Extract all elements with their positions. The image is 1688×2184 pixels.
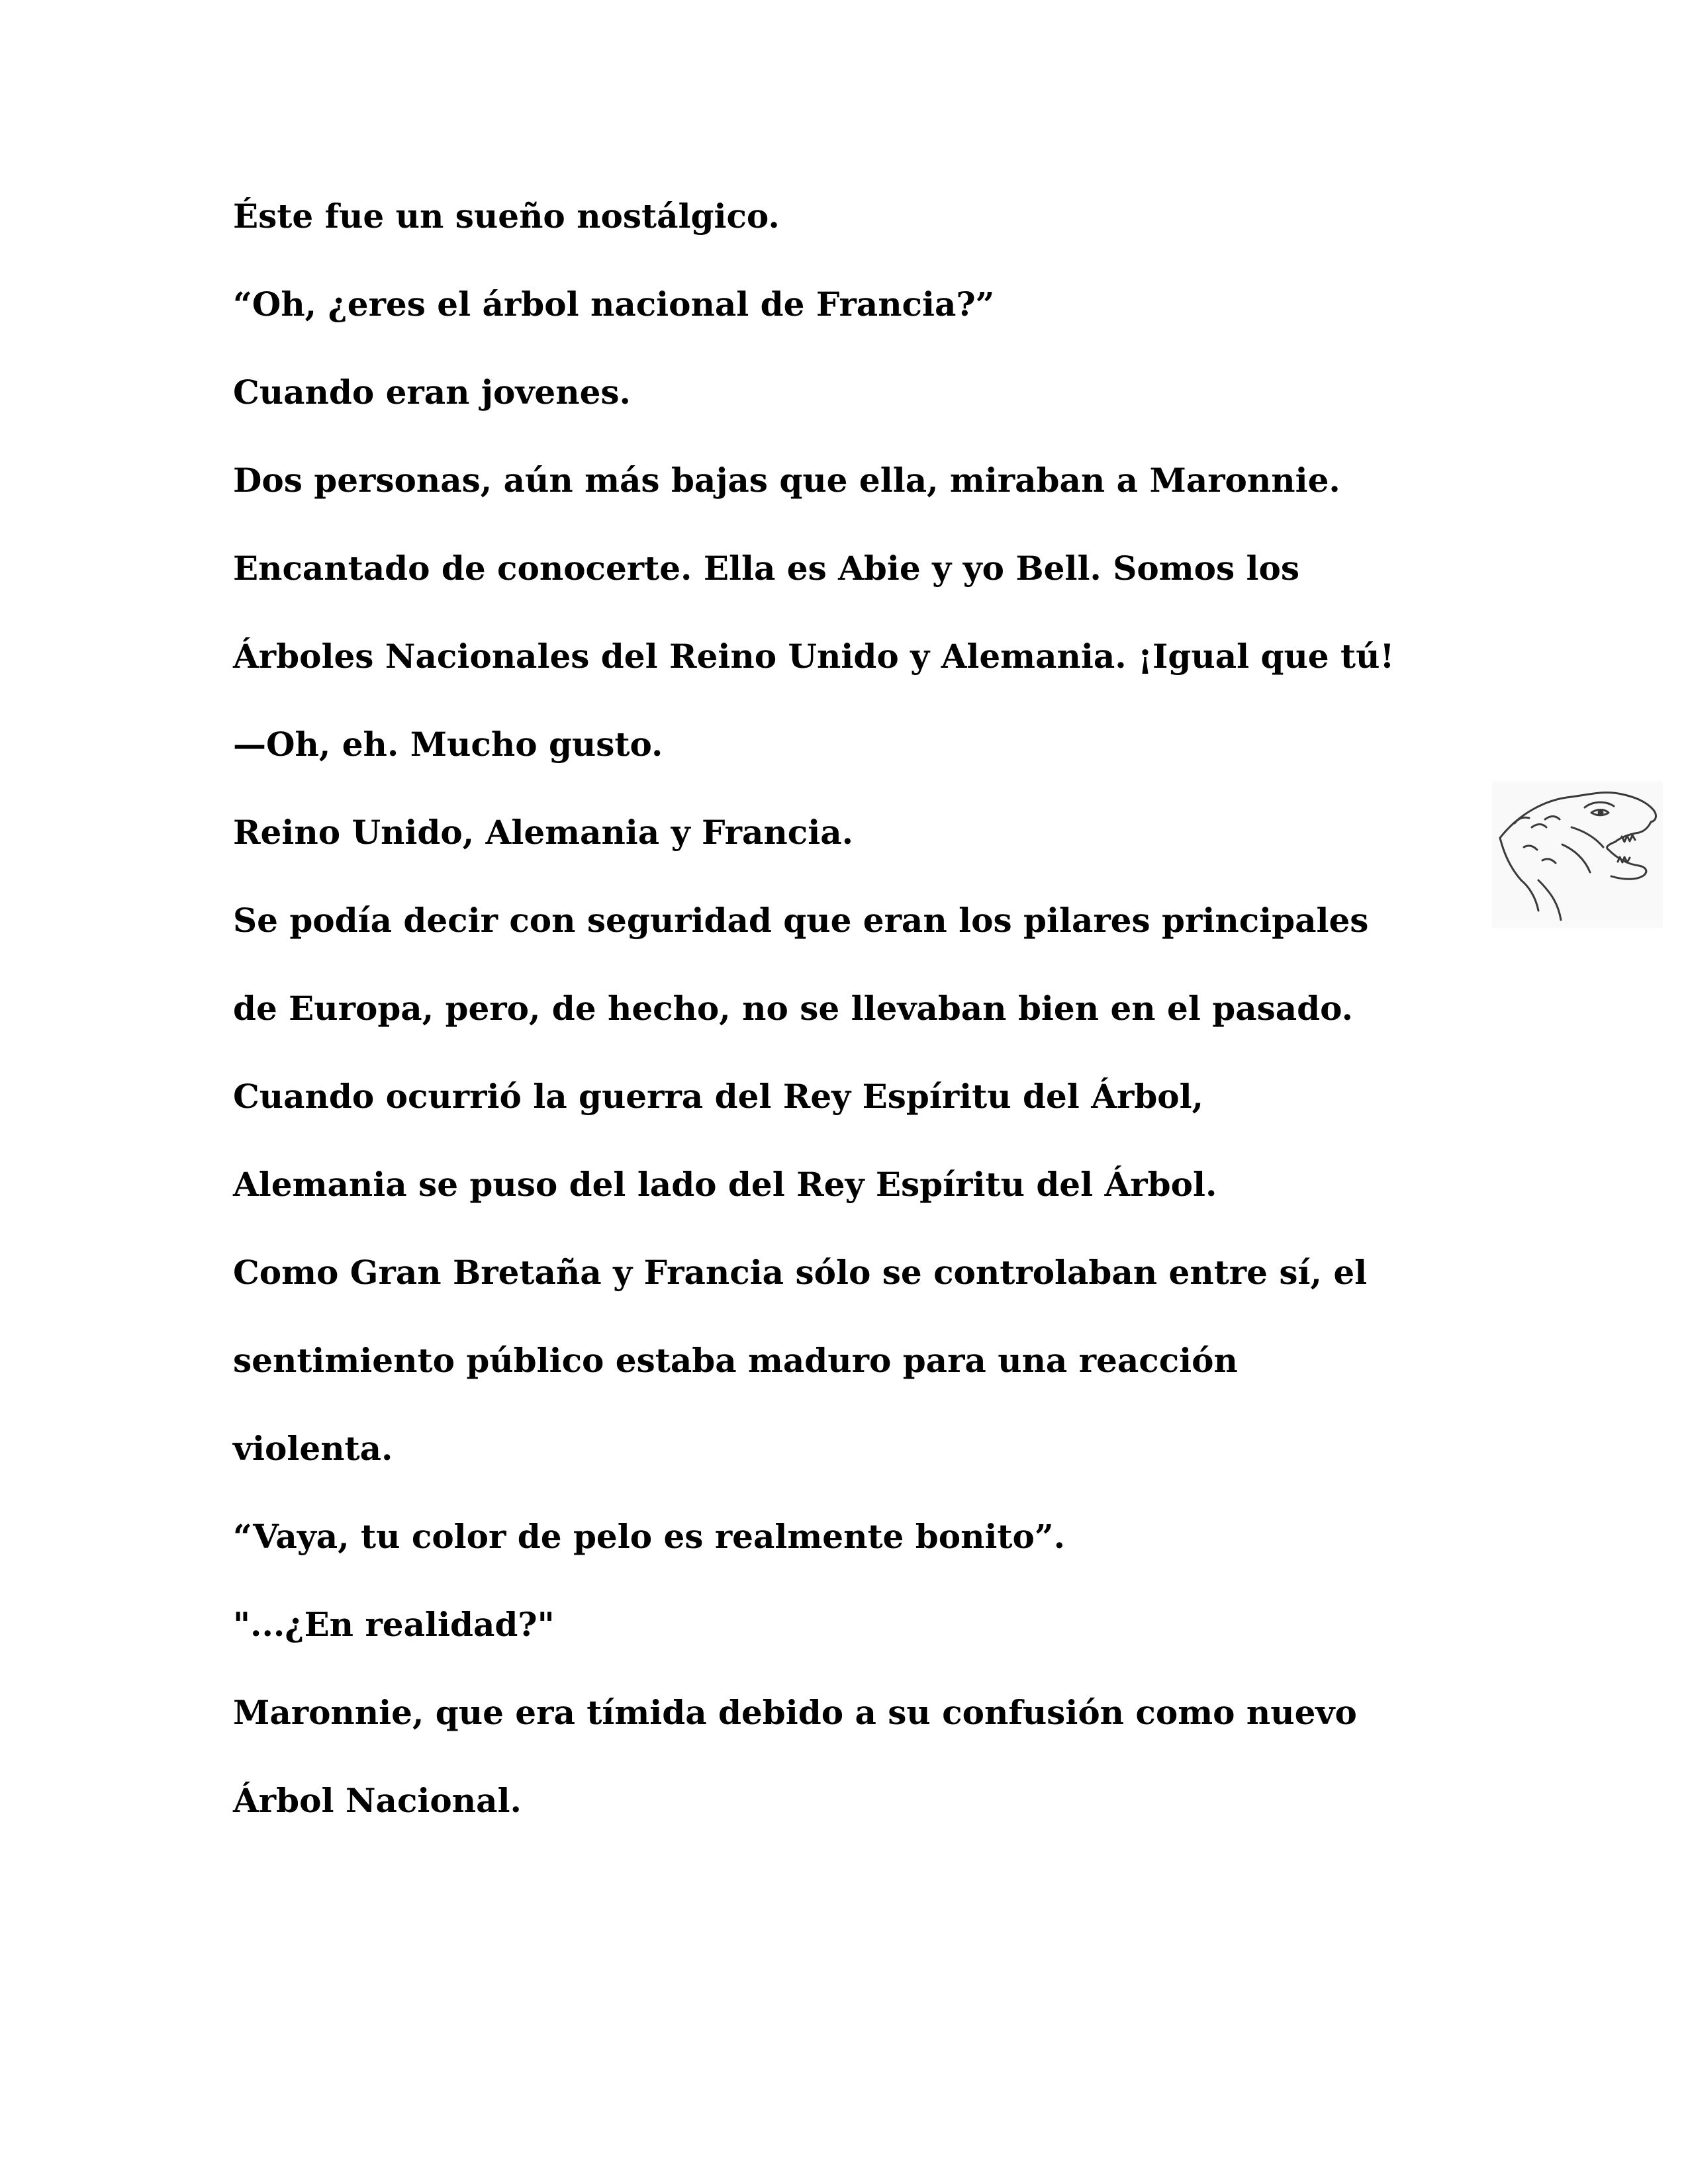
text-line: Alemania se puso del lado del Rey Espíritu del Árbol. [233, 1165, 1217, 1204]
text-line: Se podía decir con seguridad que eran los pilares principales [233, 901, 1369, 940]
text-line: Reino Unido, Alemania y Francia. [233, 813, 854, 852]
text-line: de Europa, pero, de hecho, no se llevaban bien en el pasado. [233, 989, 1353, 1028]
text-line: "...¿En realidad?" [233, 1605, 555, 1644]
text-line: “Vaya, tu color de pelo es realmente bonito”. [233, 1517, 1066, 1556]
text-line: —Oh, eh. Mucho gusto. [233, 725, 663, 764]
text-line: Árbol Nacional. [233, 1781, 522, 1820]
text-line: Árboles Nacionales del Reino Unido y Alemania. ¡Igual que tú! [233, 637, 1395, 676]
text-line: violenta. [233, 1429, 393, 1468]
text-line: Éste fue un sueño nostálgico. [233, 197, 780, 236]
text-line: Maronnie, que era tímida debido a su confusión como nuevo [233, 1693, 1357, 1732]
text-line: Cuando eran jovenes. [233, 373, 631, 412]
text-line: Dos personas, aún más bajas que ella, miraban a Maronnie. [233, 461, 1340, 500]
text-line: Como Gran Bretaña y Francia sólo se controlaban entre sí, el [233, 1253, 1368, 1292]
text-line: Encantado de conocerte. Ella es Abie y yo Bell. Somos los [233, 549, 1300, 588]
text-line: Cuando ocurrió la guerra del Rey Espíritu del Árbol, [233, 1077, 1204, 1116]
text-line: sentimiento público estaba maduro para una reacción [233, 1341, 1238, 1380]
text-line: “Oh, ¿eres el árbol nacional de Francia?” [233, 285, 995, 324]
dinosaur-head-icon [1492, 781, 1663, 928]
